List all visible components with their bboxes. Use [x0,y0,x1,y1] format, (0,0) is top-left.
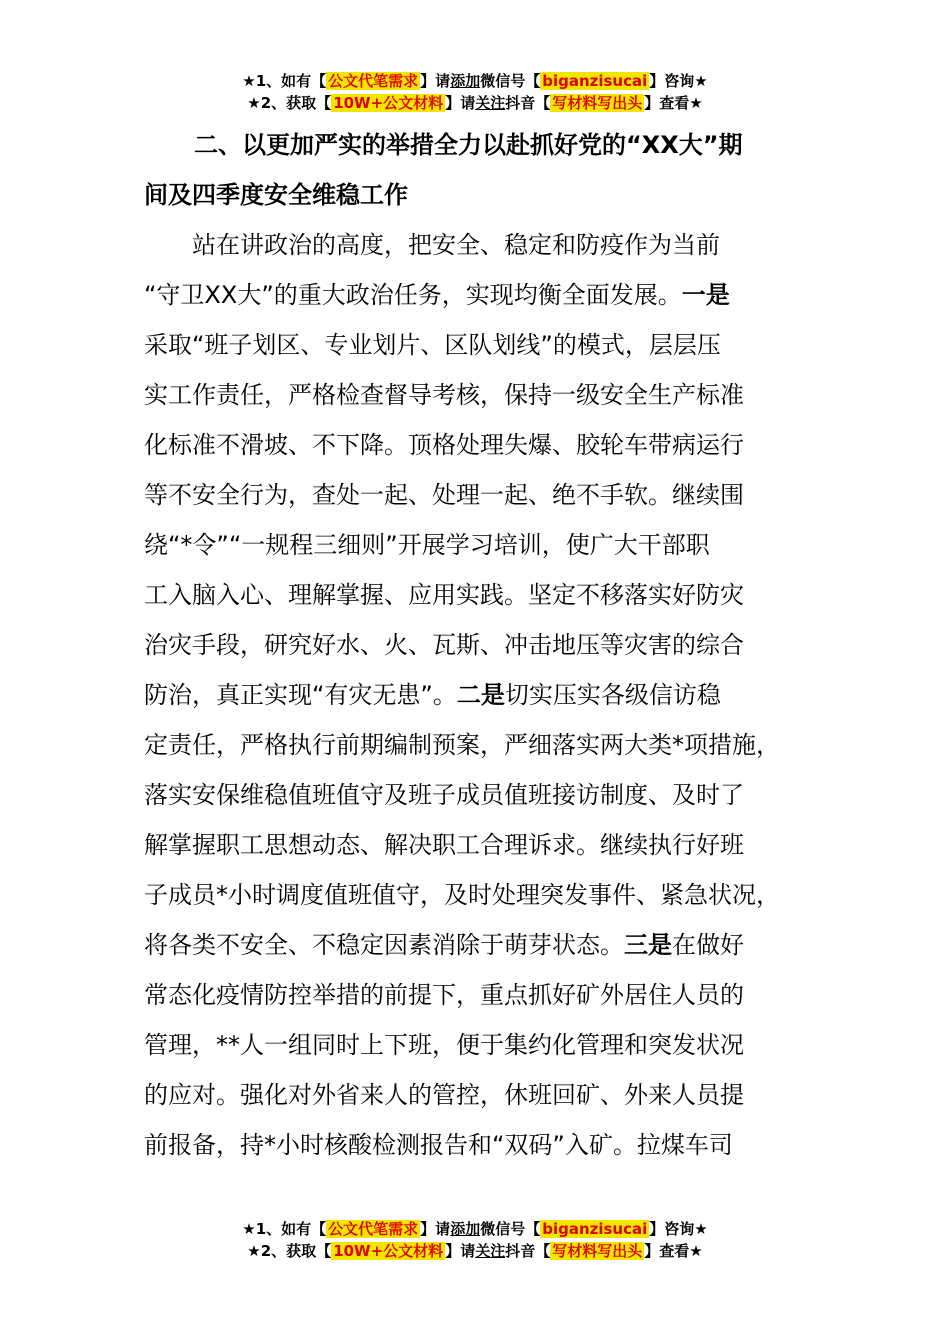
text-run: 防治，真正实现“有灾无患”。 [144,681,457,709]
banner-highlight: 写材料写出头 [552,94,643,112]
text-run: 将各类不安全、不稳定因素消除于萌芽状态。 [144,931,624,959]
text-line: 子成员*小时调度值班值守，及时处理突发事件、紧急状况， [144,881,780,909]
banner-highlight: 10W+公文材料 [333,1242,444,1260]
banner-highlight: 写材料写出头 [552,1242,643,1260]
section-heading [144,120,824,220]
text-line: 常态化疫情防控举措的前提下，重点抓好矿外居住人员的 [144,981,744,1009]
banner-text: 】咨询★ [649,72,708,90]
banner-text: 抖音【 [505,1242,551,1260]
text-line: 解掌握职工思想动态、解决职工合理诉求。继续执行好班 [144,831,744,859]
text-line [144,920,824,970]
text-line: 的应对。强化对外省来人的管控，休班回矿、外来人员提 [144,1081,744,1109]
text-line: 绕“*令”“一规程三细则”开展学习培训，使广大干部职 [144,531,710,559]
banner-text: 微信号【 [480,72,541,90]
heading-line: 二、以更加严实的举措全力以赴抓好党的“XX大”期 [194,131,743,159]
banner-text: ★1、如有【 [242,1220,327,1238]
banner-text: 】咨询★ [649,1220,708,1238]
banner-line-1 [0,1218,950,1240]
text-line: 治灾手段，研究好水、火、瓦斯、冲击地压等灾害的综合 [144,631,744,659]
header-banner [0,70,950,114]
banner-line-2 [0,92,950,114]
banner-text: 】请 [445,94,476,112]
bold-marker: 二是 [456,681,505,709]
banner-text: 】请 [445,1242,476,1260]
banner-underline: 关注 [475,1242,506,1260]
footer-banner [0,1218,950,1262]
text-run: 切实压实各级信访稳 [504,681,721,709]
text-line: 落实安保维稳值班值守及班子成员值班接访制度、及时了 [144,781,744,809]
text-line: 化标准不滑坡、不下降。顶格处理失爆、胶轮车带病运行 [144,431,744,459]
banner-text: 微信号【 [480,1220,541,1238]
text-line [144,270,824,320]
text-line: 工入脑入心、理解掌握、应用实践。坚定不移落实好防灾 [144,581,744,609]
text-line: 管理，**人一组同时上下班，便于集约化管理和突发状况 [144,1031,744,1059]
text-run: “守卫XX大”的重大政治任务，实现均衡全面发展。 [144,281,682,309]
text-run: 在做好 [672,931,744,959]
banner-underline: 添加 [450,1220,481,1238]
banner-highlight: biganzisucai [542,72,648,90]
text-line: 采取“班子划区、专业划片、区队划线”的模式，层层压 [144,331,721,359]
bold-marker: 一是 [681,281,730,309]
text-line: 实工作责任，严格检查督导考核，保持一级安全生产标准 [144,381,744,409]
banner-underline: 关注 [475,94,506,112]
banner-text: 】查看★ [644,1242,703,1260]
bold-marker: 三是 [624,931,672,959]
banner-text: ★1、如有【 [242,72,327,90]
banner-text: ★2、获取【 [247,1242,332,1260]
banner-highlight: 公文代笔需求 [328,72,419,90]
banner-highlight: biganzisucai [542,1220,648,1238]
banner-highlight: 公文代笔需求 [328,1220,419,1238]
text-line: 定责任，严格执行前期编制预案，严细落实两大类*项措施， [144,731,780,759]
banner-text: 】请 [420,72,451,90]
banner-line-2 [0,1240,950,1262]
text-line: 前报备，持*小时核酸检测报告和“双码”入矿。拉煤车司 [144,1131,733,1159]
banner-text: 抖音【 [505,94,551,112]
text-line: 站在讲政治的高度，把安全、稳定和防疫作为当前 [192,231,720,259]
text-line [144,670,824,720]
banner-line-1 [0,70,950,92]
heading-line: 间及四季度安全维稳工作 [144,181,408,209]
body-paragraph [144,220,824,1170]
banner-text: 】查看★ [644,94,703,112]
banner-text: 】请 [420,1220,451,1238]
banner-highlight: 10W+公文材料 [333,94,444,112]
banner-underline: 添加 [450,72,481,90]
banner-text: ★2、获取【 [247,94,332,112]
text-line: 等不安全行为，查处一起、处理一起、绝不手软。继续围 [144,481,744,509]
